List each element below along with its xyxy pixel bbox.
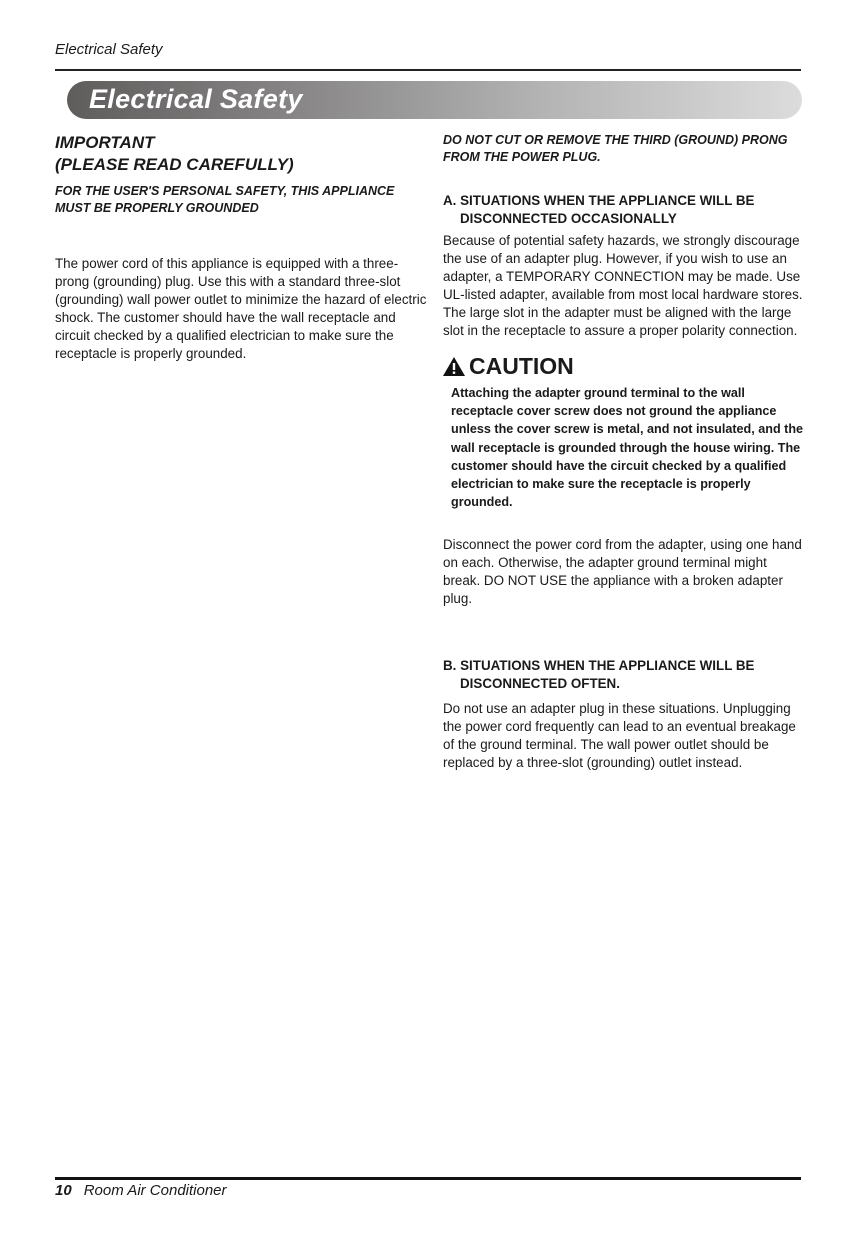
running-header-title: Electrical Safety [55,41,163,58]
section-banner [67,81,802,119]
important-heading-line2: (PLEASE READ CAREFULLY) [55,155,294,174]
ground-prong-warning: DO NOT CUT OR REMOVE THE THIRD (GROUND) PRONG FROM THE POWER PLUG. [443,133,788,164]
section-b-paragraph: Do not use an adapter plug in these situations. Unplugging the power cord frequently can lead to an eventual breakage of the ground terminal. The wall power outlet should be replaced by a three-slot (grounding) outlet instead. [443,701,796,771]
caution-label: CAUTION [469,353,574,379]
section-a-paragraph1: Because of potential safety hazards, we strongly discourage the use of an adapter plug. However, if you wish to use an adapter, a TEMPORARY CONNECTION may be made. Use UL-listed adapter, available from most local hardware stores. [443,233,803,302]
section-b-heading [443,657,805,693]
right-column [443,132,805,772]
header-divider [55,69,801,71]
caution-heading [443,352,805,380]
product-name: Room Air Conditioner [83,1182,227,1199]
important-heading-line1: IMPORTANT [55,133,155,152]
left-column [55,132,427,363]
section-b-heading-line1: B. SITUATIONS WHEN THE APPLIANCE WILL BE [443,658,755,674]
disconnect-paragraph: Disconnect the power cord from the adapter, using one hand on each. Otherwise, the adapter ground terminal might break. DO NOT USE the appliance with a broken adapter plug. [443,537,802,607]
section-a-heading-line1: A. SITUATIONS WHEN THE APPLIANCE WILL BE [443,193,755,208]
section-a-heading [443,192,805,228]
page-number: 10 [55,1182,72,1199]
caution-text: Attaching the adapter ground terminal to the wall receptacle cover screw does not ground the appliance unless the cover screw is metal, and not insulated, and the wall receptacle is grounded through the house wiring. The customer should have the circuit checked by a qualified electrician to make sure the receptacle is properly grounded. [451,386,804,510]
warning-triangle-icon [443,357,465,376]
banner-title: Electrical Safety [89,84,303,114]
power-cord-paragraph: The power cord of this appliance is equipped with a three-prong (grounding) plug. Use this with a standard three-slot (grounding) wall power outlet to minimize the hazard of electric shock. The customer should have the wall receptacle and circuit checked by a qualified electrician to make sure the receptacle is properly grounded. [55,256,427,361]
section-a-paragraph2: The large slot in the adapter must be aligned with the large slot in the receptacle to assure a proper polarity connection. [443,305,798,338]
grounding-subheading: FOR THE USER'S PERSONAL SAFETY, THIS APPLIANCE MUST BE PROPERLY GROUNDED [55,184,395,215]
section-b-heading-line2: DISCONNECTED OFTEN. [460,676,620,692]
footer-divider [55,1177,801,1180]
page-footer [55,1182,227,1199]
section-a-heading-line2: DISCONNECTED OCCASIONALLY [460,211,677,226]
